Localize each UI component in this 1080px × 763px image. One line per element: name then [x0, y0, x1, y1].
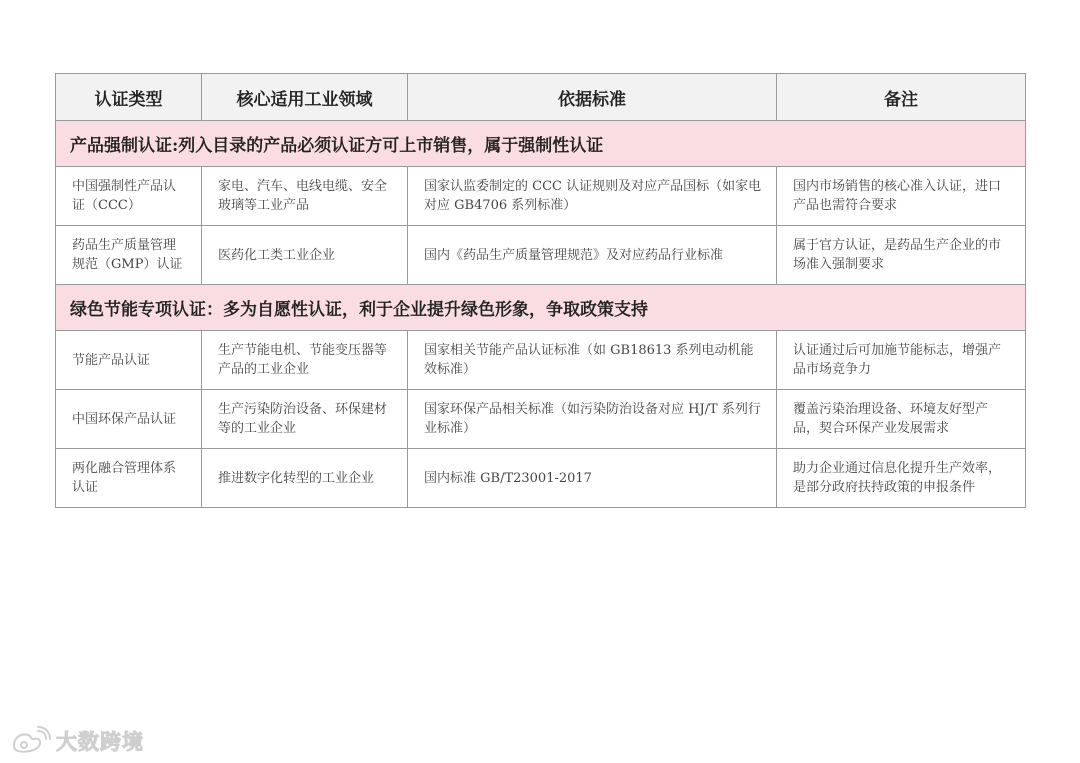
cell-cert-type: 节能产品认证 [56, 331, 202, 390]
cell-cert-type: 中国环保产品认证 [56, 390, 202, 449]
cell-cert-type: 中国强制性产品认证（CCC） [56, 167, 202, 226]
table-header-row [56, 74, 1026, 121]
table-row [56, 226, 1026, 285]
certification-table [55, 73, 1026, 508]
header-standard: 依据标准 [408, 74, 777, 121]
header-cert-type: 认证类型 [56, 74, 202, 121]
cell-note: 属于官方认证，是药品生产企业的市场准入强制要求 [777, 226, 1026, 285]
cell-note: 国内市场销售的核心准入认证，进口产品也需符合要求 [777, 167, 1026, 226]
cell-standard: 国家相关节能产品认证标准（如 GB18613 系列电动机能效标准） [408, 331, 777, 390]
cell-note: 覆盖污染治理设备、环境友好型产品，契合环保产业发展需求 [777, 390, 1026, 449]
section-row-mandatory [56, 121, 1026, 167]
header-note: 备注 [777, 74, 1026, 121]
cell-note: 助力企业通过信息化提升生产效率，是部分政府扶持政策的申报条件 [777, 449, 1026, 508]
section-title: 产品强制认证:列入目录的产品必须认证方可上市销售，属于强制性认证 [56, 121, 1026, 167]
cell-note: 认证通过后可加施节能标志，增强产品市场竞争力 [777, 331, 1026, 390]
header-core-field: 核心适用工业领域 [202, 74, 408, 121]
watermark [8, 724, 144, 758]
section-title: 绿色节能专项认证：多为自愿性认证，利于企业提升绿色形象，争取政策支持 [56, 285, 1026, 331]
table-row [56, 390, 1026, 449]
table-row [56, 449, 1026, 508]
cell-core-field: 生产污染防治设备、环保建材等的工业企业 [202, 390, 408, 449]
cell-standard: 国家认监委制定的 CCC 认证规则及对应产品国标（如家电对应 GB4706 系列标准） [408, 167, 777, 226]
cell-standard: 国内《药品生产质量管理规范》及对应药品行业标准 [408, 226, 777, 285]
cell-cert-type: 药品生产质量管理规范（GMP）认证 [56, 226, 202, 285]
cell-standard: 国内标准 GB/T23001-2017 [408, 449, 777, 508]
cell-cert-type: 两化融合管理体系认证 [56, 449, 202, 508]
cell-core-field: 推进数字化转型的工业企业 [202, 449, 408, 508]
cell-core-field: 生产节能电机、节能变压器等产品的工业企业 [202, 331, 408, 390]
table-row [56, 331, 1026, 390]
weibo-logo-icon [8, 725, 52, 757]
cell-standard: 国家环保产品相关标准（如污染防治设备对应 HJ/T 系列行业标准） [408, 390, 777, 449]
table-row [56, 167, 1026, 226]
watermark-text: 大数跨境 [56, 730, 144, 754]
cell-core-field: 医药化工类工业企业 [202, 226, 408, 285]
cell-core-field: 家电、汽车、电线电缆、安全玻璃等工业产品 [202, 167, 408, 226]
section-row-green [56, 285, 1026, 331]
